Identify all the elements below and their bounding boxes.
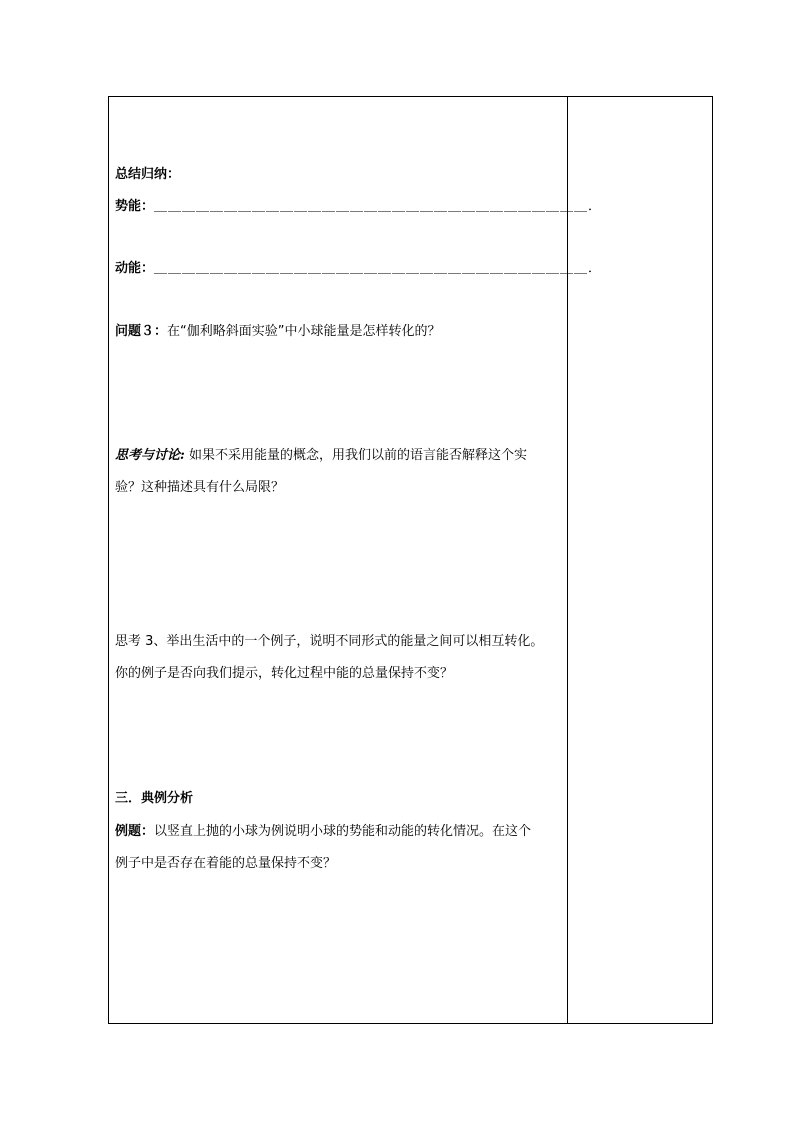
- example-label: 例题：: [115, 824, 155, 839]
- discussion-line-1: [115, 447, 527, 465]
- kinetic-energy-blank[interactable]: ＿＿＿＿＿＿＿＿＿＿＿＿＿＿＿＿＿＿＿＿＿＿＿＿＿＿＿＿＿＿＿．: [154, 261, 603, 276]
- discussion-label: 思考与讨论:: [115, 448, 185, 463]
- table-column-divider: [567, 96, 568, 1024]
- kinetic-energy-line: [115, 260, 602, 278]
- think-3-line-1: 思考 3、举出生活中的一个例子，说明不同形式的能量之间可以相互转化。: [115, 634, 544, 649]
- question-3-text: 在“伽利略斜面实验”中小球能量是怎样转化的？: [167, 324, 441, 339]
- example-text-1: 以竖直上抛的小球为例说明小球的势能和动能的转化情况。在这个: [154, 824, 532, 839]
- discussion-text-1: 如果不采用能量的概念，用我们以前的语言能否解释这个实: [188, 448, 527, 463]
- think-3-line-2: 你的例子是否向我们提示，转化过程中能的总量保持不变？: [115, 666, 454, 681]
- potential-energy-blank[interactable]: ＿＿＿＿＿＿＿＿＿＿＿＿＿＿＿＿＿＿＿＿＿＿＿＿＿＿＿＿＿＿＿．: [154, 199, 603, 214]
- example-text-2: 例子中是否存在着能的总量保持不变？: [115, 856, 337, 871]
- potential-energy-label: 势能：: [115, 199, 155, 214]
- section-3-heading: 三．典例分析: [115, 791, 194, 806]
- summary-heading: 总结归纳：: [115, 167, 181, 182]
- kinetic-energy-label: 动能：: [115, 261, 155, 276]
- discussion-text-2: 验？这种描述具有什么局限？: [115, 480, 285, 495]
- worksheet-table: [108, 96, 713, 1024]
- potential-energy-line: [115, 198, 602, 216]
- question-3-label: 问题３：: [115, 324, 168, 339]
- example-line-1: [115, 823, 531, 841]
- question-3: [115, 323, 441, 341]
